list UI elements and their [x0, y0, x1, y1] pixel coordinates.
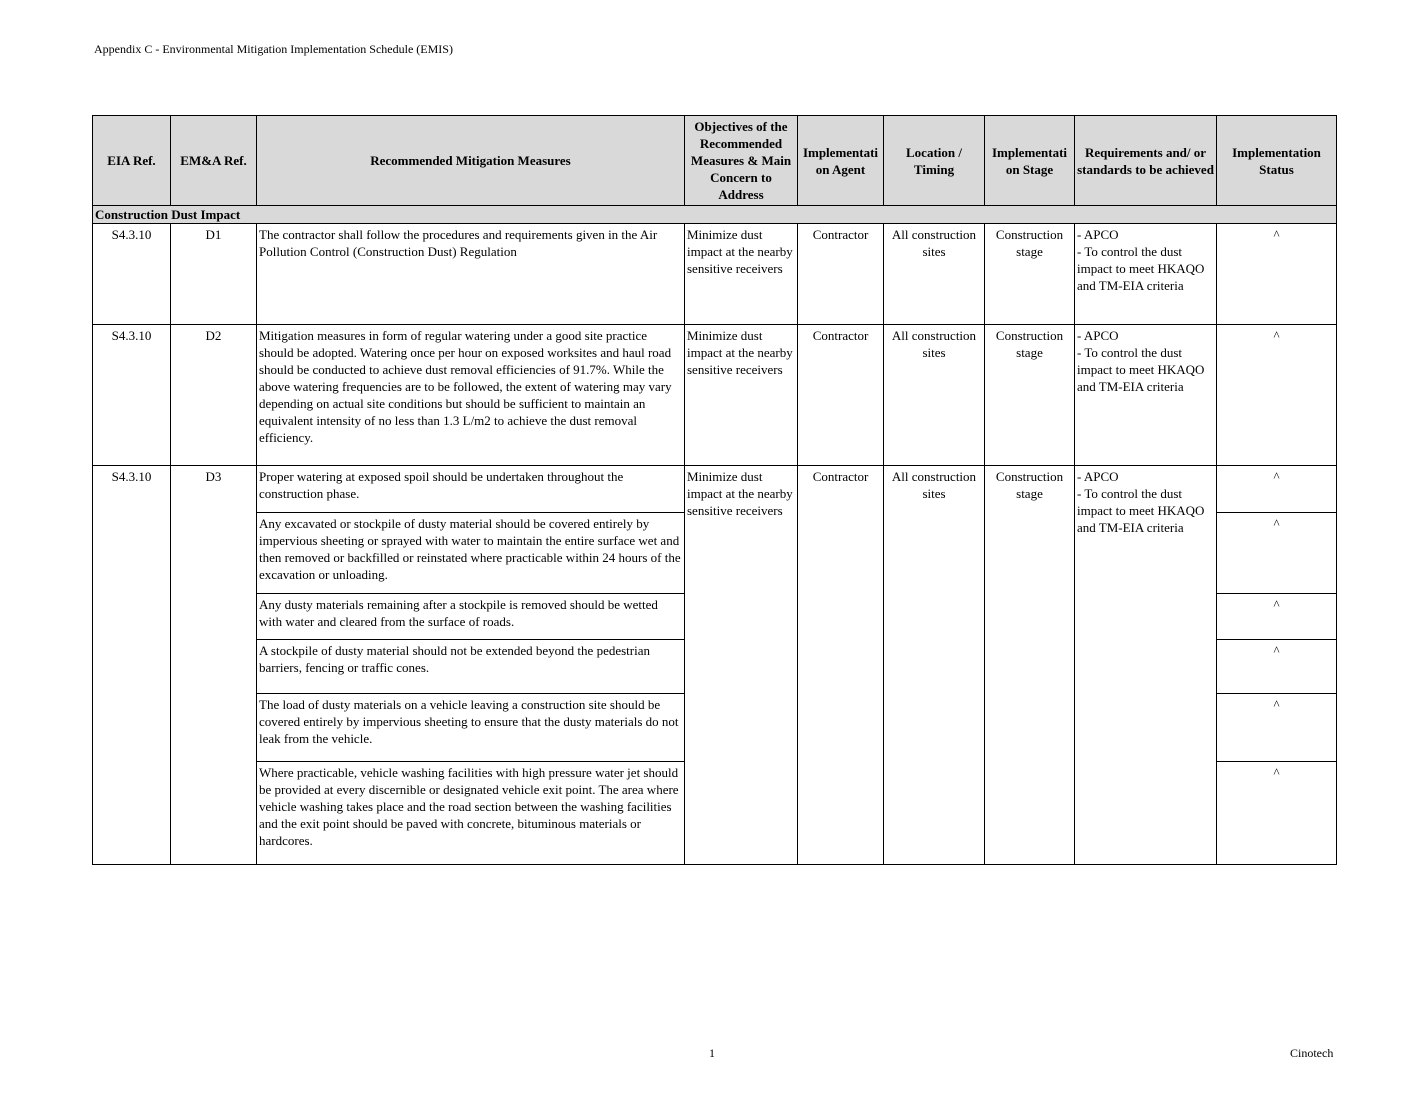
- measure-cell: Any dusty materials remaining after a stockpile is removed should be wetted with water and cleared from the surface of roads.: [257, 594, 685, 640]
- header-measures: Recommended Mitigation Measures: [257, 116, 685, 206]
- objective-cell: Minimize dust impact at the nearby sensitive receivers: [685, 466, 798, 865]
- header-agent: Implementati on Agent: [798, 116, 884, 206]
- page-header: Appendix C - Environmental Mitigation Implementation Schedule (EMIS): [94, 42, 453, 56]
- measure-cell: Mitigation measures in form of regular watering under a good site practice should be adopted. Watering once per hour on exposed worksites and haul road should be conducted to achieve dust removal efficiencies of 91.7%. While the above watering frequencies are to be followed, the extent of watering may vary depending on actual site conditions but should be sufficient to maintain an equivalent intensity of no less than 1.3 L/m2 to achieve the dust removal efficiency.: [257, 325, 685, 466]
- eia-ref-cell: S4.3.10: [93, 224, 171, 325]
- requirements-cell: [1075, 466, 1217, 865]
- header-stage: Implementati on Stage: [985, 116, 1075, 206]
- location-cell: All construction sites: [884, 325, 985, 466]
- status-cell: ^: [1217, 762, 1337, 865]
- section-row: [93, 206, 1337, 224]
- header-status: Implementation Status: [1217, 116, 1337, 206]
- measure-cell: The contractor shall follow the procedures and requirements given in the Air Pollution Control (Construction Dust) Regulation: [257, 224, 685, 325]
- measure-cell: Proper watering at exposed spoil should be undertaken throughout the construction phase.: [257, 466, 685, 513]
- footer-brand: Cinotech: [1290, 1046, 1334, 1060]
- ema-ref-cell: D2: [171, 325, 257, 466]
- requirement-line: - APCO: [1077, 227, 1119, 242]
- header-ema-ref: EM&A Ref.: [171, 116, 257, 206]
- status-cell: ^: [1217, 466, 1337, 513]
- header-requirements: Requirements and/ or standards to be achieved: [1075, 116, 1217, 206]
- location-cell: All construction sites: [884, 224, 985, 325]
- stage-cell: Construction stage: [985, 224, 1075, 325]
- status-cell: ^: [1217, 513, 1337, 594]
- table-row: [93, 224, 1337, 325]
- header-eia-ref: EIA Ref.: [93, 116, 171, 206]
- page-number: 1: [709, 1046, 715, 1060]
- requirement-line: - To control the dust impact to meet HKAQO and TM-EIA criteria: [1077, 486, 1205, 535]
- table-row: [93, 466, 1337, 513]
- location-cell: All construction sites: [884, 466, 985, 865]
- measure-cell: Where practicable, vehicle washing facilities with high pressure water jet should be provided at every discernible or designated vehicle exit point. The area where vehicle washing takes place and the road section between the washing facilities and the exit point should be paved with concrete, bituminous materials or hardcores.: [257, 762, 685, 865]
- status-cell: ^: [1217, 325, 1337, 466]
- header-objectives: Objectives of the Recommended Measures & Main Concern to Address: [685, 116, 798, 206]
- emis-table: [92, 115, 1337, 865]
- agent-cell: Contractor: [798, 325, 884, 466]
- table-header-row: [93, 116, 1337, 206]
- table-row: [93, 325, 1337, 466]
- eia-ref-cell: S4.3.10: [93, 325, 171, 466]
- requirement-line: - To control the dust impact to meet HKAQO and TM-EIA criteria: [1077, 244, 1205, 293]
- measure-cell: The load of dusty materials on a vehicle leaving a construction site should be covered entirely by impervious sheeting to ensure that the dusty materials do not leak from the vehicle.: [257, 694, 685, 762]
- ema-ref-cell: D1: [171, 224, 257, 325]
- requirements-cell: [1075, 224, 1217, 325]
- ema-ref-cell: D3: [171, 466, 257, 865]
- agent-cell: Contractor: [798, 224, 884, 325]
- stage-cell: Construction stage: [985, 466, 1075, 865]
- requirement-line: - To control the dust impact to meet HKAQO and TM-EIA criteria: [1077, 345, 1205, 394]
- measure-cell: Any excavated or stockpile of dusty material should be covered entirely by impervious sheeting or sprayed with water to maintain the entire surface wet and then removed or backfilled or reinstated where practicable within 24 hours of the excavation or unloading.: [257, 513, 685, 594]
- status-cell: ^: [1217, 694, 1337, 762]
- requirement-line: - APCO: [1077, 469, 1119, 484]
- section-title: Construction Dust Impact: [93, 206, 1337, 224]
- header-location: Location / Timing: [884, 116, 985, 206]
- stage-cell: Construction stage: [985, 325, 1075, 466]
- requirements-cell: [1075, 325, 1217, 466]
- eia-ref-cell: S4.3.10: [93, 466, 171, 865]
- status-cell: ^: [1217, 224, 1337, 325]
- objective-cell: Minimize dust impact at the nearby sensitive receivers: [685, 224, 798, 325]
- status-cell: ^: [1217, 594, 1337, 640]
- measure-cell: A stockpile of dusty material should not be extended beyond the pedestrian barriers, fencing or traffic cones.: [257, 640, 685, 694]
- objective-cell: Minimize dust impact at the nearby sensitive receivers: [685, 325, 798, 466]
- status-cell: ^: [1217, 640, 1337, 694]
- agent-cell: Contractor: [798, 466, 884, 865]
- requirement-line: - APCO: [1077, 328, 1119, 343]
